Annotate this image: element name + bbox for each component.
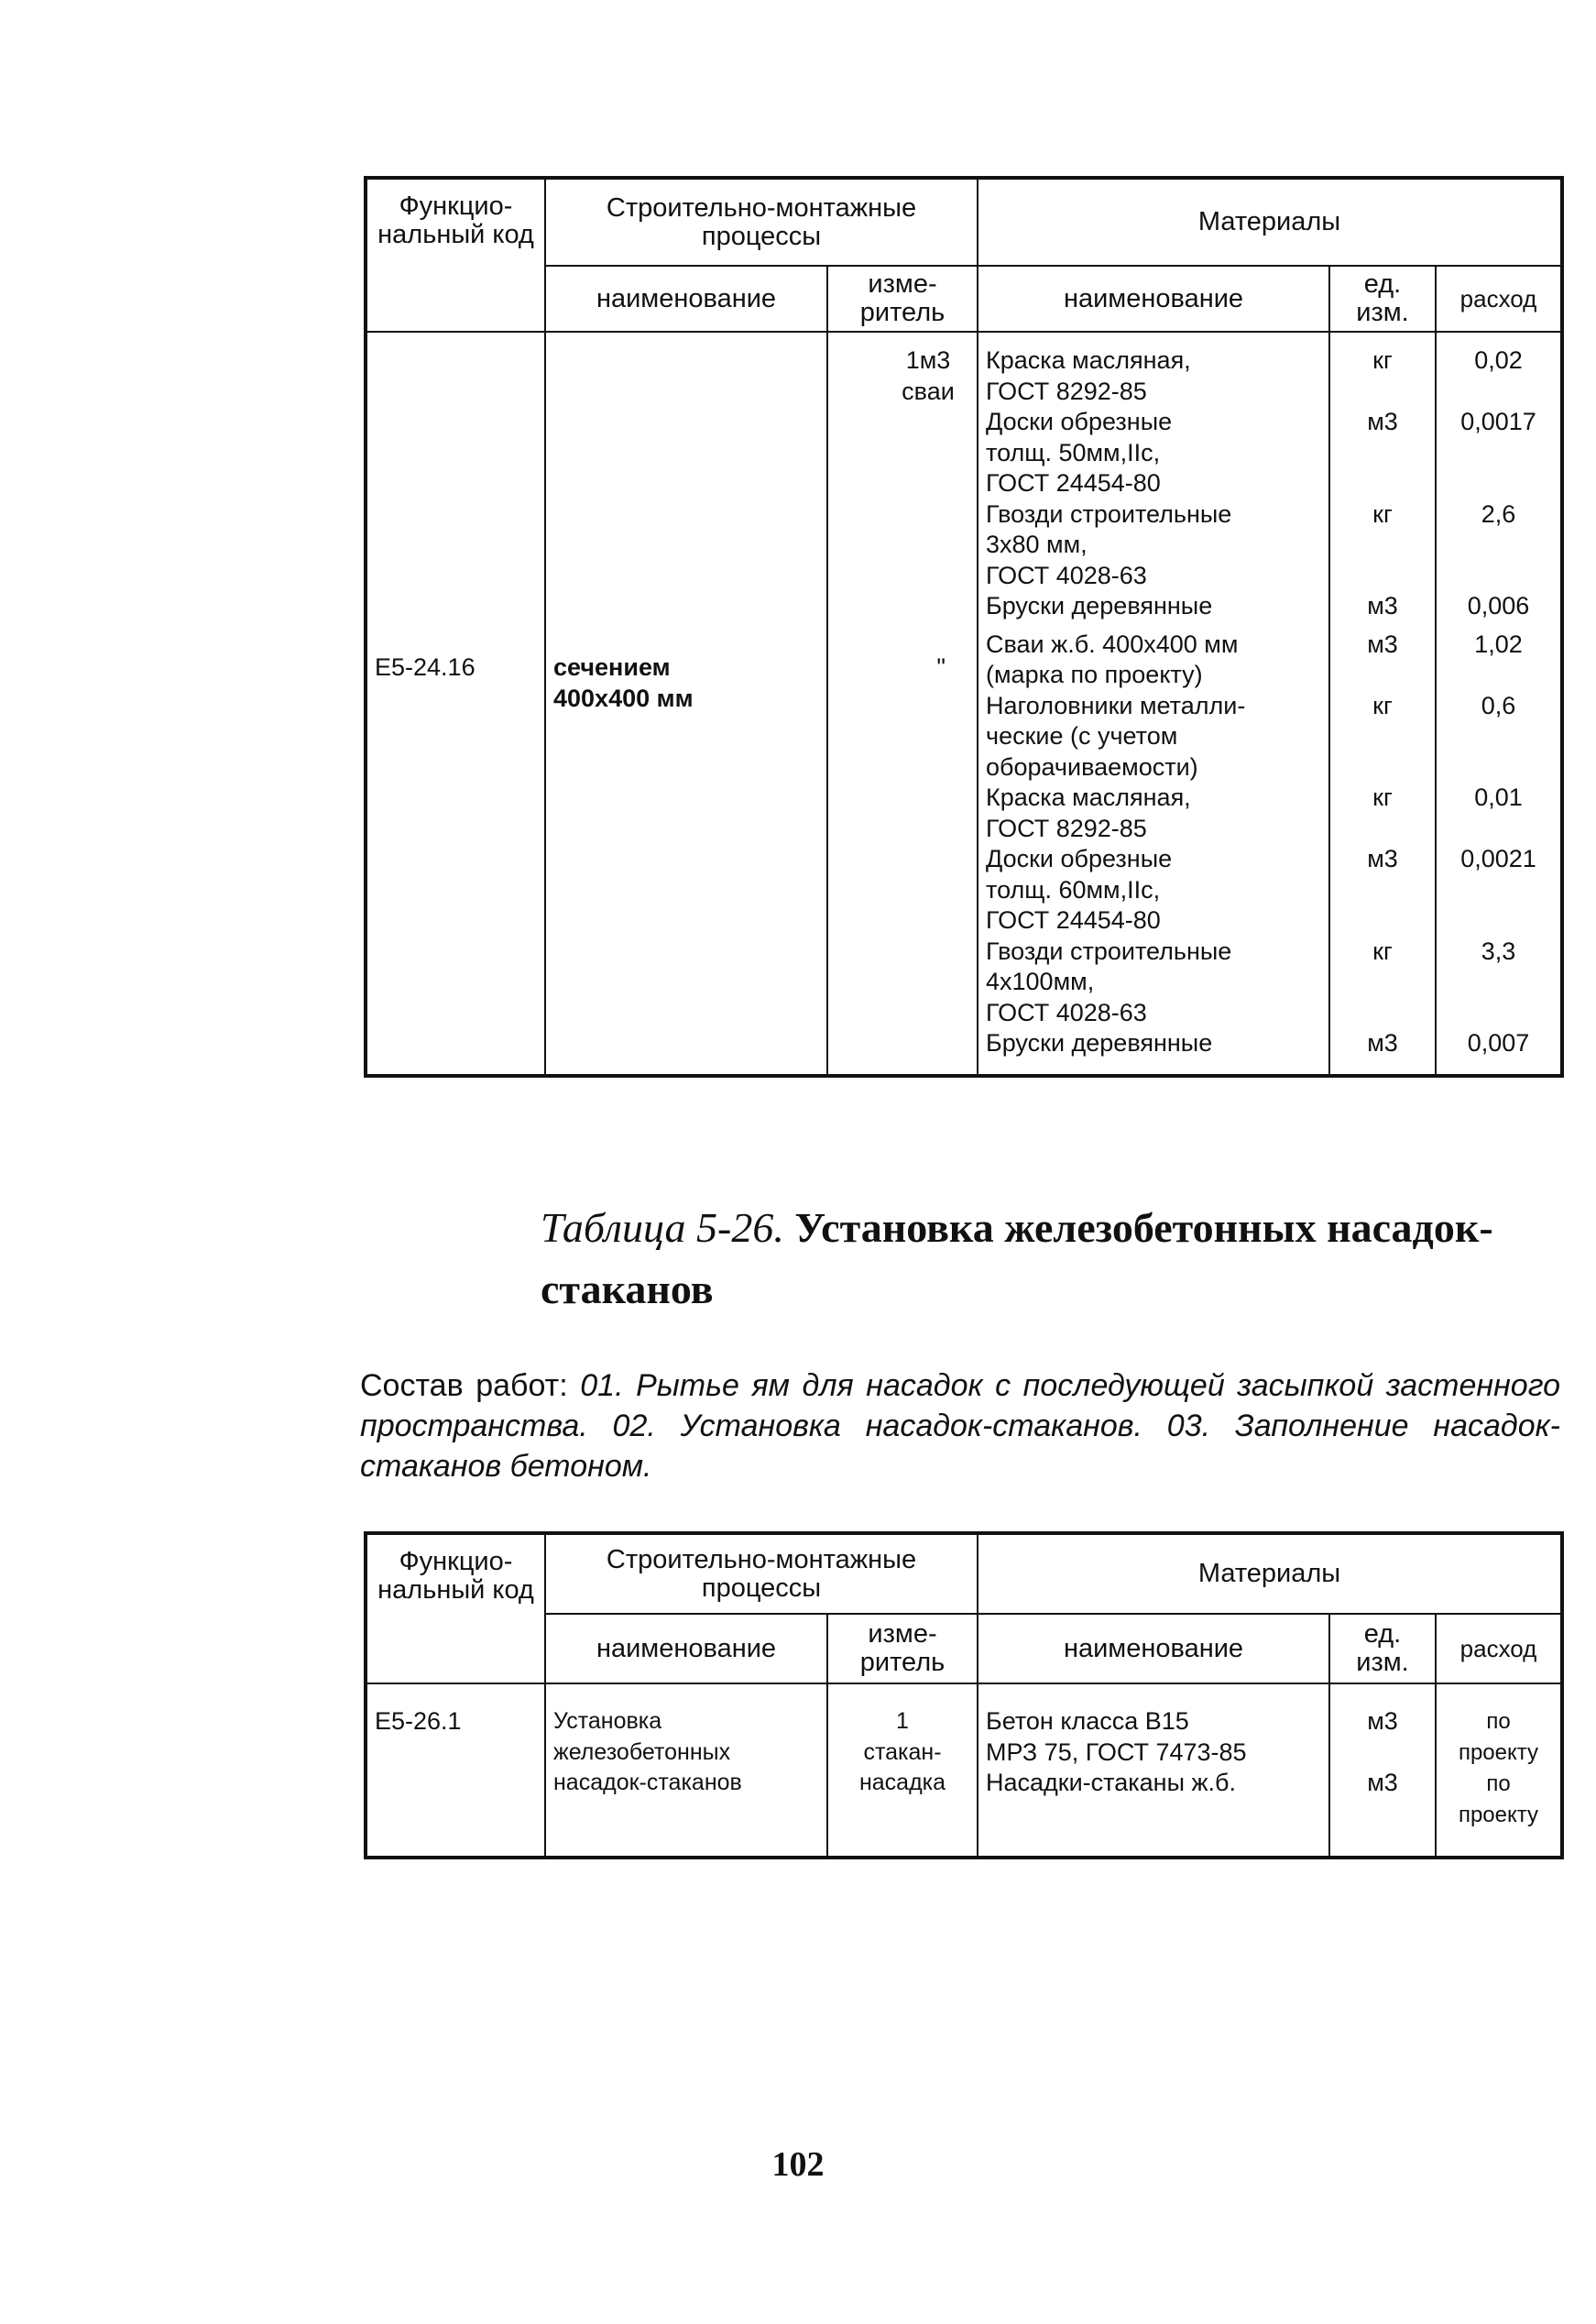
material-names-cell [978, 332, 1329, 1076]
header-processes: Строительно-монтажные процессы [545, 1533, 978, 1614]
header-meter: изме-ритель [827, 1614, 978, 1683]
material-unit [1338, 937, 1427, 968]
material-rate [1444, 937, 1553, 968]
material-units [1338, 345, 1427, 1059]
material-unit [1338, 691, 1427, 722]
meter [836, 1706, 969, 1799]
row-spacer [1444, 622, 1553, 630]
rates-cell [1436, 1683, 1562, 1858]
material-name-line: ГОСТ 24454-80 [986, 469, 1161, 497]
process-line: железобетонных [553, 1738, 731, 1765]
material-names [986, 1706, 1321, 1799]
material-unit-line: кг [1372, 784, 1393, 812]
row-spacer [1444, 814, 1553, 845]
header-code: Функцио-нальный код [366, 178, 545, 332]
material-name [986, 1028, 1321, 1059]
units-cell [1329, 332, 1436, 1076]
materials-table-5-26 [364, 1531, 1564, 1859]
header-unit: ед. изм. [1329, 266, 1436, 332]
row-spacer [1338, 377, 1427, 408]
material-rate-line: по [1486, 1771, 1511, 1796]
material-unit-line: м3 [1367, 1029, 1398, 1058]
material-name [986, 1768, 1321, 1799]
caption-title: Установка железобетонных насадок-стаканов [541, 1204, 1493, 1312]
row-spacer [1338, 622, 1427, 630]
material-name-line: Гвозди строительные [986, 499, 1232, 528]
header-material-name: наименование [978, 1614, 1329, 1683]
material-name-line: ГОСТ 4028-63 [986, 998, 1147, 1026]
meter-line: стакан- [863, 1738, 942, 1765]
page-number: 102 [771, 2145, 825, 2184]
material-unit [1338, 345, 1427, 377]
header-code: Функцио-нальный код [366, 1533, 545, 1683]
material-rate-line: 0,6 [1481, 691, 1516, 719]
row-spacer [1338, 814, 1427, 845]
material-name [986, 591, 1321, 622]
process-name [553, 1706, 819, 1799]
material-rate-line: 0,0021 [1460, 845, 1536, 873]
materials-table-5-24 [364, 176, 1564, 1078]
material-name-line: 4х100мм, [986, 968, 1095, 996]
material-rates [1444, 345, 1553, 1059]
row-spacer [1444, 377, 1553, 408]
material-rate-line: 0,007 [1467, 1029, 1530, 1058]
material-name [986, 844, 1321, 937]
material-rate [1438, 1706, 1558, 1769]
table-caption [541, 1197, 1503, 1320]
material-units [1338, 1706, 1427, 1799]
material-unit [1338, 591, 1427, 622]
material-name [986, 407, 1321, 499]
row-spacer [1338, 530, 1427, 591]
row-spacer [1338, 967, 1427, 1028]
material-name-line: ГОСТ 24454-80 [986, 906, 1161, 935]
material-name [986, 499, 1321, 592]
material-unit [1338, 1768, 1427, 1799]
material-unit-line: м3 [1367, 845, 1398, 873]
material-name-line: ческие (с учетом [986, 722, 1178, 751]
material-names-cell [978, 1683, 1329, 1858]
material-rate [1444, 1028, 1553, 1059]
material-name [986, 630, 1321, 691]
material-name-line: Доски обрезные [986, 845, 1173, 873]
material-unit [1338, 783, 1427, 814]
row-spacer [1444, 660, 1553, 691]
material-unit [1338, 630, 1427, 661]
material-unit [1338, 844, 1427, 875]
material-name-line: ГОСТ 8292-85 [986, 814, 1147, 842]
material-unit-line: м3 [1367, 592, 1398, 619]
units-cell [1329, 1683, 1436, 1858]
header-processes: Строительно-монтажные процессы [545, 178, 978, 266]
composition-label: Состав работ: [360, 1368, 568, 1403]
material-unit-line: кг [1372, 937, 1393, 965]
material-names [986, 345, 1321, 1059]
process-cell [545, 332, 827, 1076]
material-name [986, 691, 1321, 784]
meter-ditto: " [936, 653, 946, 681]
material-name-line: Доски обрезные [986, 408, 1173, 435]
row-spacer [1338, 660, 1427, 691]
material-name-line: оборачиваемости) [986, 752, 1198, 781]
material-name [986, 937, 1321, 1029]
material-name [986, 1706, 1321, 1768]
material-rate-line: по [1486, 1709, 1511, 1734]
row-spacer [986, 622, 1321, 630]
material-name-line: Бруски деревянные [986, 592, 1213, 619]
material-rate-line: 0,01 [1474, 784, 1523, 812]
meter-line: насадка [858, 1770, 946, 1795]
process-cell [545, 1683, 827, 1858]
material-name-line: 3х80 мм, [986, 531, 1088, 558]
header-materials: Материалы [978, 1533, 1562, 1614]
material-name-line: Гвозди строительные [986, 937, 1232, 965]
material-unit [1338, 1706, 1427, 1738]
process-line: насадок-стаканов [553, 1770, 742, 1795]
header-materials: Материалы [978, 178, 1562, 266]
function-code: Е5-24.16 [375, 653, 476, 681]
material-unit-line: кг [1372, 346, 1393, 374]
meter-cell [827, 1683, 978, 1858]
row-spacer [1444, 530, 1553, 591]
material-name-line: толщ. 50мм,IIс, [986, 438, 1161, 466]
material-name-line: Краска масляная, [986, 784, 1191, 812]
material-name-line: Краска масляная, [986, 346, 1191, 374]
material-rate [1444, 345, 1553, 377]
rates-cell [1436, 332, 1562, 1076]
composition-operations: 01. Рытье ям для насадок с последующей засыпкой застенного пространства. 02. Установка насадок-стаканов. 03. Заполнение насадок-стаканов бетоном. [360, 1368, 1561, 1484]
header-meter: изме-ритель [827, 266, 978, 332]
material-name-line: Сваи ж.б. 400х400 мм [986, 630, 1239, 658]
material-rate-line: проекту [1458, 1740, 1539, 1765]
material-rate [1444, 499, 1553, 531]
material-name-line: Наголовники металли- [986, 691, 1246, 719]
code-cell [366, 332, 545, 1076]
work-composition [360, 1365, 1560, 1486]
header-rate: расход [1436, 1614, 1562, 1683]
material-unit-line: м3 [1367, 1769, 1398, 1796]
function-code: Е5-26.1 [366, 1683, 545, 1858]
header-rate: расход [1436, 266, 1562, 332]
row-spacer [1444, 967, 1553, 1028]
row-spacer [1338, 1738, 1427, 1769]
header-material-name: наименование [978, 266, 1329, 332]
row-spacer [1338, 875, 1427, 937]
material-unit [1338, 1028, 1427, 1059]
material-rate [1444, 844, 1553, 875]
row-spacer [1338, 438, 1427, 499]
material-unit-line: м3 [1367, 1707, 1398, 1735]
header-process-name: наименование [545, 266, 827, 332]
material-unit-line: кг [1372, 691, 1393, 719]
material-unit [1338, 407, 1427, 438]
material-rate-line: 3,3 [1481, 937, 1516, 965]
material-name-line: толщ. 60мм,IIс, [986, 875, 1161, 904]
material-unit [1338, 499, 1427, 531]
material-rate-line: 2,6 [1481, 499, 1516, 528]
header-unit: ед. изм. [1329, 1614, 1436, 1683]
material-rate [1438, 1769, 1558, 1831]
material-rate [1444, 591, 1553, 622]
row-spacer [1338, 721, 1427, 783]
material-rate [1444, 691, 1553, 722]
material-name-line: МРЗ 75, ГОСТ 7473-85 [986, 1738, 1247, 1766]
material-name-line: Бруски деревянные [986, 1029, 1213, 1058]
material-name-line: Насадки-стаканы ж.б. [986, 1769, 1237, 1796]
row-spacer [1444, 438, 1553, 499]
material-rate-line: 0,006 [1467, 592, 1530, 619]
material-unit-line: м3 [1367, 408, 1398, 435]
material-rate-line: проекту [1458, 1803, 1539, 1827]
meter-top: 1м3 сваи [902, 346, 955, 405]
material-name-line: Бетон класса В15 [986, 1707, 1189, 1735]
material-rate [1444, 783, 1553, 814]
material-rate-line: 0,02 [1474, 346, 1523, 374]
material-name-line: ГОСТ 4028-63 [986, 561, 1147, 589]
material-rate-line: 1,02 [1474, 630, 1523, 658]
material-name-line: (марка по проекту) [986, 661, 1203, 689]
material-rate-line: 0,0017 [1460, 408, 1536, 435]
material-rate [1444, 407, 1553, 438]
header-process-name: наименование [545, 1614, 827, 1683]
meter-cell [827, 332, 978, 1076]
process-line: Установка [553, 1708, 662, 1734]
material-name-line: ГОСТ 8292-85 [986, 377, 1147, 405]
material-rates [1438, 1706, 1558, 1831]
process-name: сечением 400х400 мм [553, 653, 694, 712]
material-unit-line: кг [1372, 499, 1393, 528]
material-rate [1444, 630, 1553, 661]
row-spacer [1444, 721, 1553, 783]
material-name [986, 783, 1321, 844]
material-name [986, 345, 1321, 407]
row-spacer [1444, 875, 1553, 937]
meter-line: 1 [896, 1708, 909, 1734]
caption-number: Таблица 5-26. [541, 1204, 784, 1251]
material-unit-line: м3 [1367, 630, 1398, 658]
